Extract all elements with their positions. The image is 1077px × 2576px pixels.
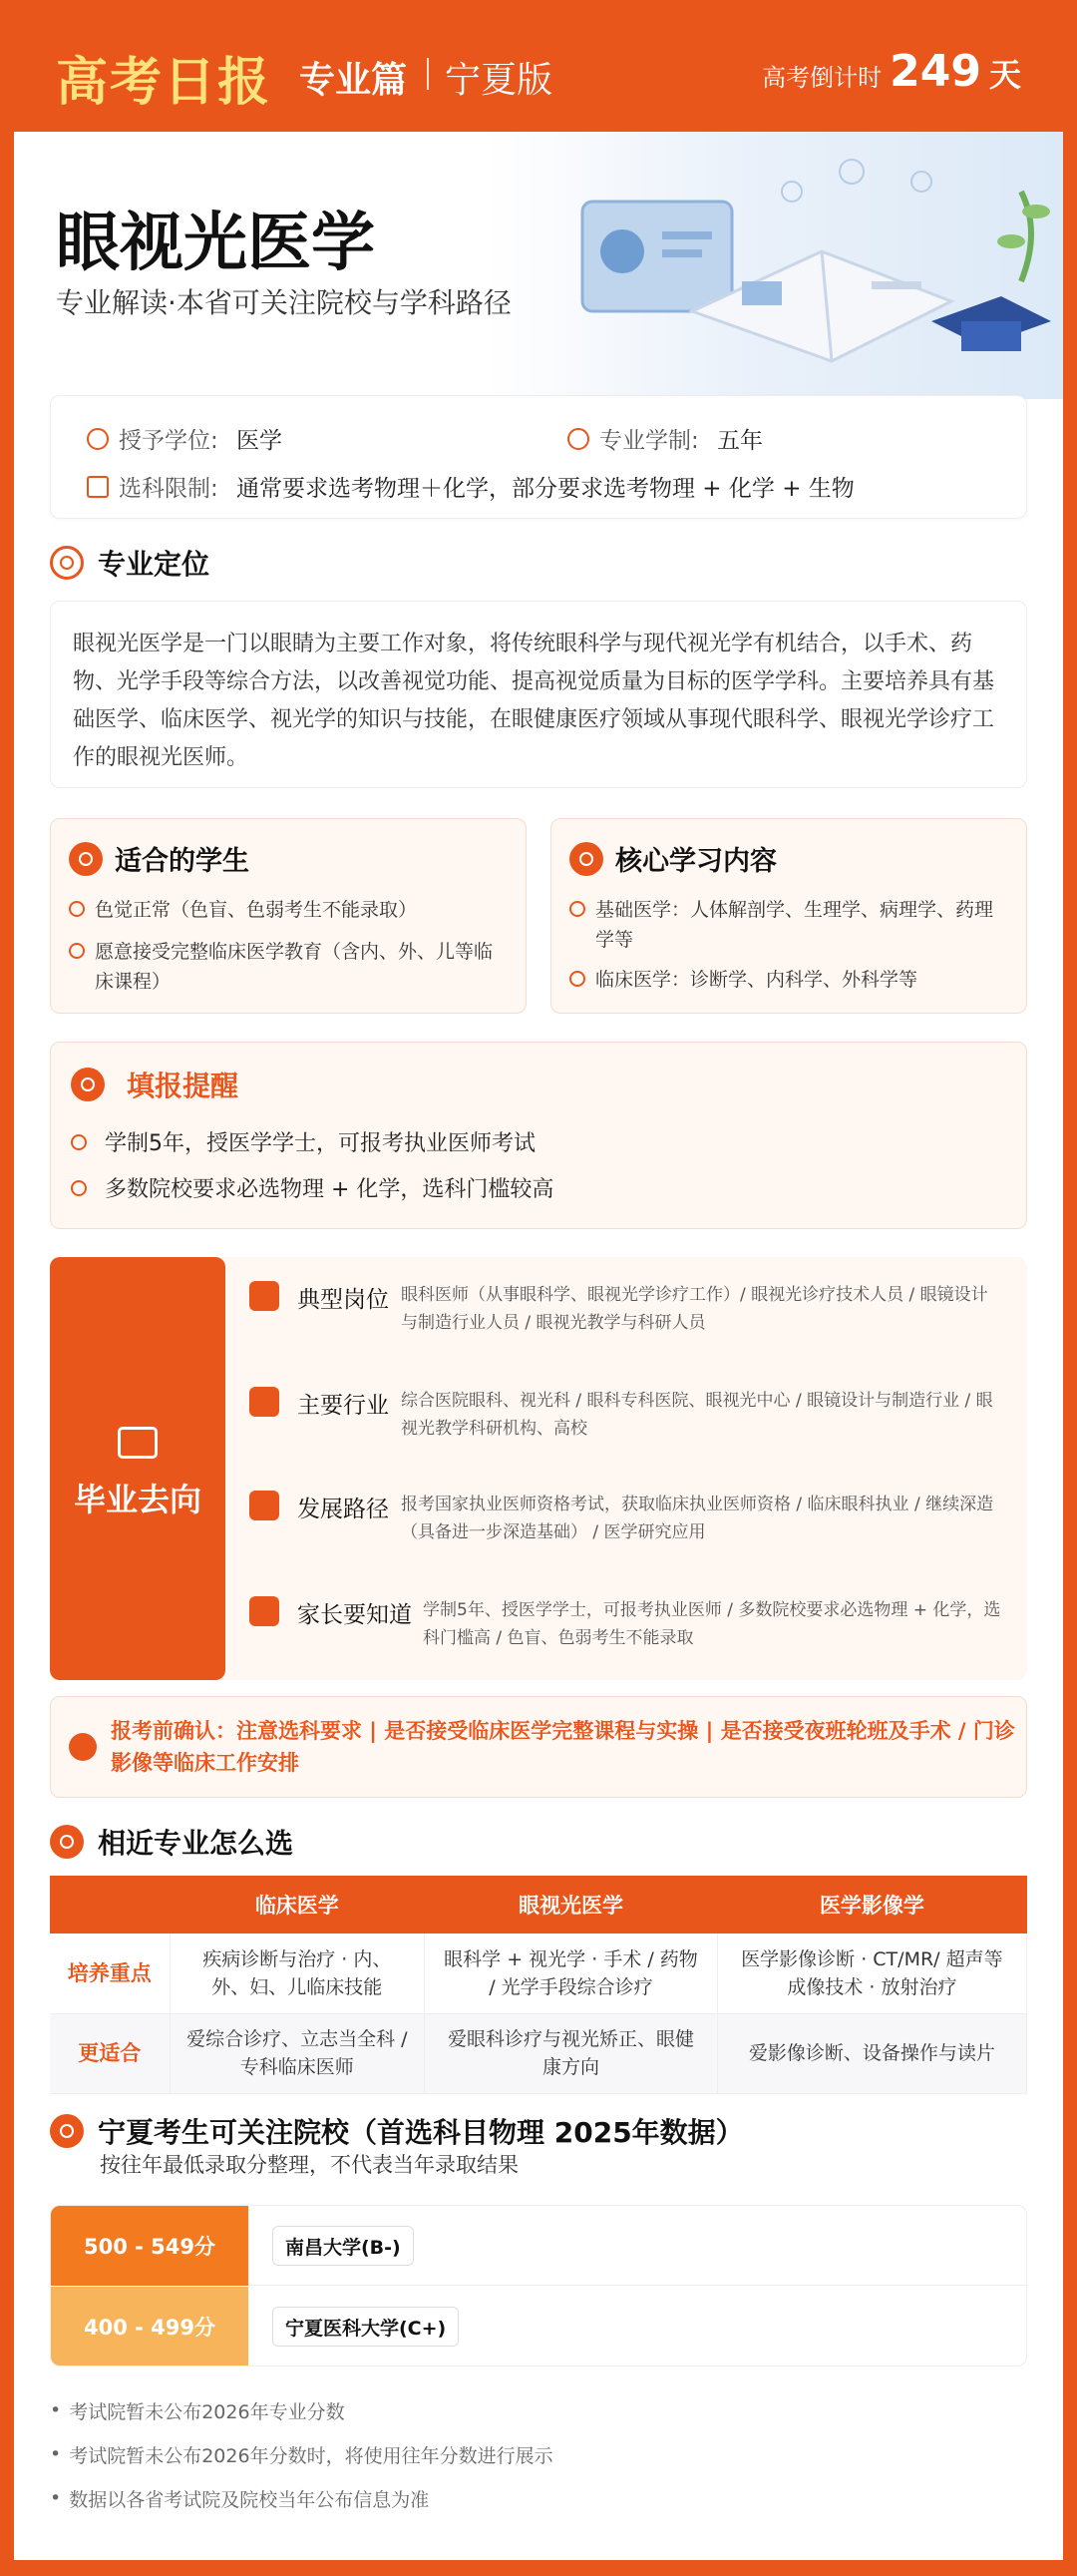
reminder-heading-text: 填报提醒 (127, 1070, 239, 1102)
countdown-unit: 天 (988, 56, 1021, 94)
list-item (569, 895, 1008, 955)
schools-heading-text: 宁夏考生可关注院校（首选科目物理 2025年数据） (98, 2116, 744, 2149)
briefcase-icon (118, 1427, 158, 1459)
career-side-panel (50, 1257, 225, 1680)
career-row-desc: 综合医院眼科、视光科 / 眼科专科医院、眼视光中心 / 眼镜设计与制造行业 / 眼视光教学科研机构、高校 (401, 1391, 993, 1439)
check-icon (69, 943, 85, 959)
score-band-row (51, 2287, 1027, 2366)
compass-icon (50, 546, 84, 580)
career-row-parents (249, 1596, 1007, 1676)
column-header: 眼视光医学 (425, 1876, 718, 1933)
edition-label: 宁夏版 (445, 60, 553, 101)
table-cell: 医学影像诊断 · CT/MR/ 超声等成像技术 · 放射治疗 (717, 1933, 1026, 2013)
career-row-desc: 眼科医师（从事眼科学、眼视光学诊疗工作）/ 眼视光诊疗技术人员 / 眼镜设计与制造行业人员 / 眼视光教学与科研人员 (401, 1285, 988, 1333)
degree-label: 授予学位: (119, 428, 218, 454)
content-card (14, 132, 1063, 2560)
duration-value: 五年 (717, 428, 763, 454)
footnote: • 考试院暂未公布2026年专业分数 (50, 2388, 553, 2432)
career-row-title: 家长要知道 (297, 1602, 412, 1628)
table-cell: 爱综合诊疗、立志当全科 / 专科临床医师 (170, 2013, 425, 2093)
list-item (69, 937, 508, 997)
score-band: 500 - 549分 (51, 2206, 248, 2286)
table-cell: 疾病诊断与治疗 · 内、外、妇、儿临床技能 (170, 1933, 425, 2013)
career-row-positions (249, 1281, 1007, 1371)
exam-countdown (762, 46, 1021, 97)
building-icon (249, 1387, 279, 1417)
reminder-heading (71, 1065, 238, 1104)
degree-row (87, 422, 282, 455)
career-section (50, 1257, 1027, 1680)
column-header: 医学影像学 (717, 1876, 1026, 1933)
suitable-students-card (50, 818, 527, 1014)
confirm-text: 报考前确认：注意选科要求 | 是否接受临床医学完整课程与实操 | 是否接受夜班轮班及手术 / 门诊影像等临床工作安排 (111, 1719, 1015, 1775)
school-icon (50, 2114, 84, 2148)
trend-up-icon (249, 1491, 279, 1520)
table-corner (50, 1876, 170, 1933)
subject-label: 选科限制: (119, 476, 218, 502)
footnote: • 考试院暂未公布2026年分数时，将使用往年分数进行展示 (50, 2432, 553, 2476)
core-content-card (550, 818, 1027, 1014)
table-row (50, 2013, 1027, 2093)
footnotes (50, 2388, 553, 2520)
table-header-row (50, 1876, 1027, 1933)
suitable-heading-text: 适合的学生 (115, 846, 249, 877)
countdown-label: 高考倒计时 (762, 64, 883, 92)
question-icon (50, 1825, 84, 1859)
open-book-icon (569, 842, 603, 876)
subject-row (87, 470, 855, 503)
reminder-item-text: 多数院校要求必选物理 + 化学，选科门槛较高 (105, 1177, 554, 1202)
schools-heading (50, 2111, 744, 2151)
column-header: 临床医学 (170, 1876, 425, 1933)
brand-title: 高考日报 (56, 53, 272, 113)
core-item-text: 基础医学：人体解剖学、生理学、病理学、药理学等 (595, 899, 994, 951)
check-icon (569, 971, 585, 987)
subject-value: 通常要求选考物理＋化学，部分要求选考物理 + 化学 + 生物 (236, 476, 855, 502)
duration-label: 专业学制: (599, 428, 699, 454)
warning-icon (71, 1068, 105, 1101)
confirm-banner (50, 1696, 1027, 1798)
list-item (69, 895, 508, 925)
check-icon (569, 901, 585, 917)
pin-icon (249, 1596, 279, 1626)
suitable-item-text: 色觉正常（色盲、色弱考生不能录取） (95, 899, 418, 921)
reminder-item-text: 学制5年，授医学学士，可报考执业医师考试 (105, 1131, 536, 1156)
schools-subtitle: 按往年最低录取分整理，不代表当年录取结果 (100, 2153, 519, 2177)
career-row-path (249, 1491, 1007, 1580)
compare-heading (50, 1822, 293, 1862)
list-item (569, 965, 1008, 995)
career-row-desc: 报考国家执业医师资格考试，获取临床执业医师资格 / 临床眼科执业 / 继续深造（具备进一步深造基础） / 医学研究应用 (401, 1495, 994, 1542)
application-reminder (50, 1042, 1027, 1229)
table-cell: 眼科学 + 视光学 · 手术 / 药物 / 光学手段综合诊疗 (425, 1933, 718, 2013)
header-divider (427, 58, 429, 90)
alert-icon (71, 1180, 87, 1196)
compare-table (50, 1876, 1027, 2094)
hero-banner (14, 132, 1063, 399)
alert-icon (71, 1134, 87, 1150)
table-cell: 爱影像诊断、设备操作与读片 (717, 2013, 1026, 2093)
row-header: 培养重点 (50, 1933, 170, 2013)
core-heading-text: 核心学习内容 (615, 846, 777, 877)
suitable-heading (69, 839, 249, 878)
page-subtitle: 专业解读·本省可关注院校与学科路径 (56, 286, 512, 319)
score-band: 400 - 499分 (51, 2287, 248, 2366)
schools-list (50, 2205, 1027, 2366)
career-row-desc: 学制5年、授医学学士，可报考执业医师 / 多数院校要求必选物理 + 化学，选科门槛高 / 色盲、色弱考生不能录取 (423, 1600, 1001, 1648)
countdown-number: 249 (890, 46, 981, 97)
brand-subtitle: 专业篇 (299, 60, 408, 101)
positioning-heading (50, 543, 209, 583)
check-icon (69, 901, 85, 917)
career-row-title: 发展路径 (297, 1497, 389, 1522)
career-row-industries (249, 1387, 1007, 1477)
table-row (50, 1933, 1027, 2013)
header-bar (0, 0, 1077, 132)
core-heading (569, 839, 777, 878)
row-header: 更适合 (50, 2013, 170, 2093)
suitable-item-text: 愿意接受完整临床医学教育（含内、外、儿等临床课程） (95, 941, 494, 993)
career-row-title: 主要行业 (297, 1393, 389, 1419)
list-item (71, 1126, 536, 1157)
book-icon (87, 476, 109, 498)
clock-icon (567, 428, 589, 450)
score-band-row (51, 2206, 1027, 2286)
page-title: 眼视光医学 (56, 207, 375, 280)
person-icon (69, 842, 103, 876)
duration-row (567, 422, 763, 455)
footnote: • 数据以各省考试院及院校当年公布信息为准 (50, 2476, 553, 2520)
book-illustration (493, 132, 1063, 399)
positioning-heading-text: 专业定位 (98, 548, 210, 581)
career-row-title: 典型岗位 (297, 1287, 389, 1313)
id-card-icon (249, 1281, 279, 1311)
table-cell: 爱眼科诊疗与视光矫正、眼健康方向 (425, 2013, 718, 2093)
award-icon (87, 428, 109, 450)
positioning-text: 眼视光医学是一门以眼睛为主要工作对象，将传统眼科学与现代视光学有机结合，以手术、药物、光学手段等综合方法，以改善视觉功能、提高视觉质量为目标的医学学科。主要培养具有基础医学、临床医学、视光学的知识与技能，在眼健康医疗领域从事现代眼科学、眼视光学诊疗工作的眼视光医师。 (50, 601, 1027, 788)
school-tag[interactable]: 南昌大学(B-) (272, 2226, 414, 2266)
check-circle-icon (69, 1733, 97, 1761)
major-info-box (50, 395, 1027, 519)
core-item-text: 临床医学：诊断学、内科学、外科学等 (595, 969, 918, 991)
degree-value: 医学 (236, 428, 282, 454)
list-item (71, 1172, 553, 1203)
compare-heading-text: 相近专业怎么选 (98, 1827, 294, 1860)
career-side-label: 毕业去向 (73, 1481, 201, 1518)
school-tag[interactable]: 宁夏医科大学(C+) (272, 2307, 459, 2347)
